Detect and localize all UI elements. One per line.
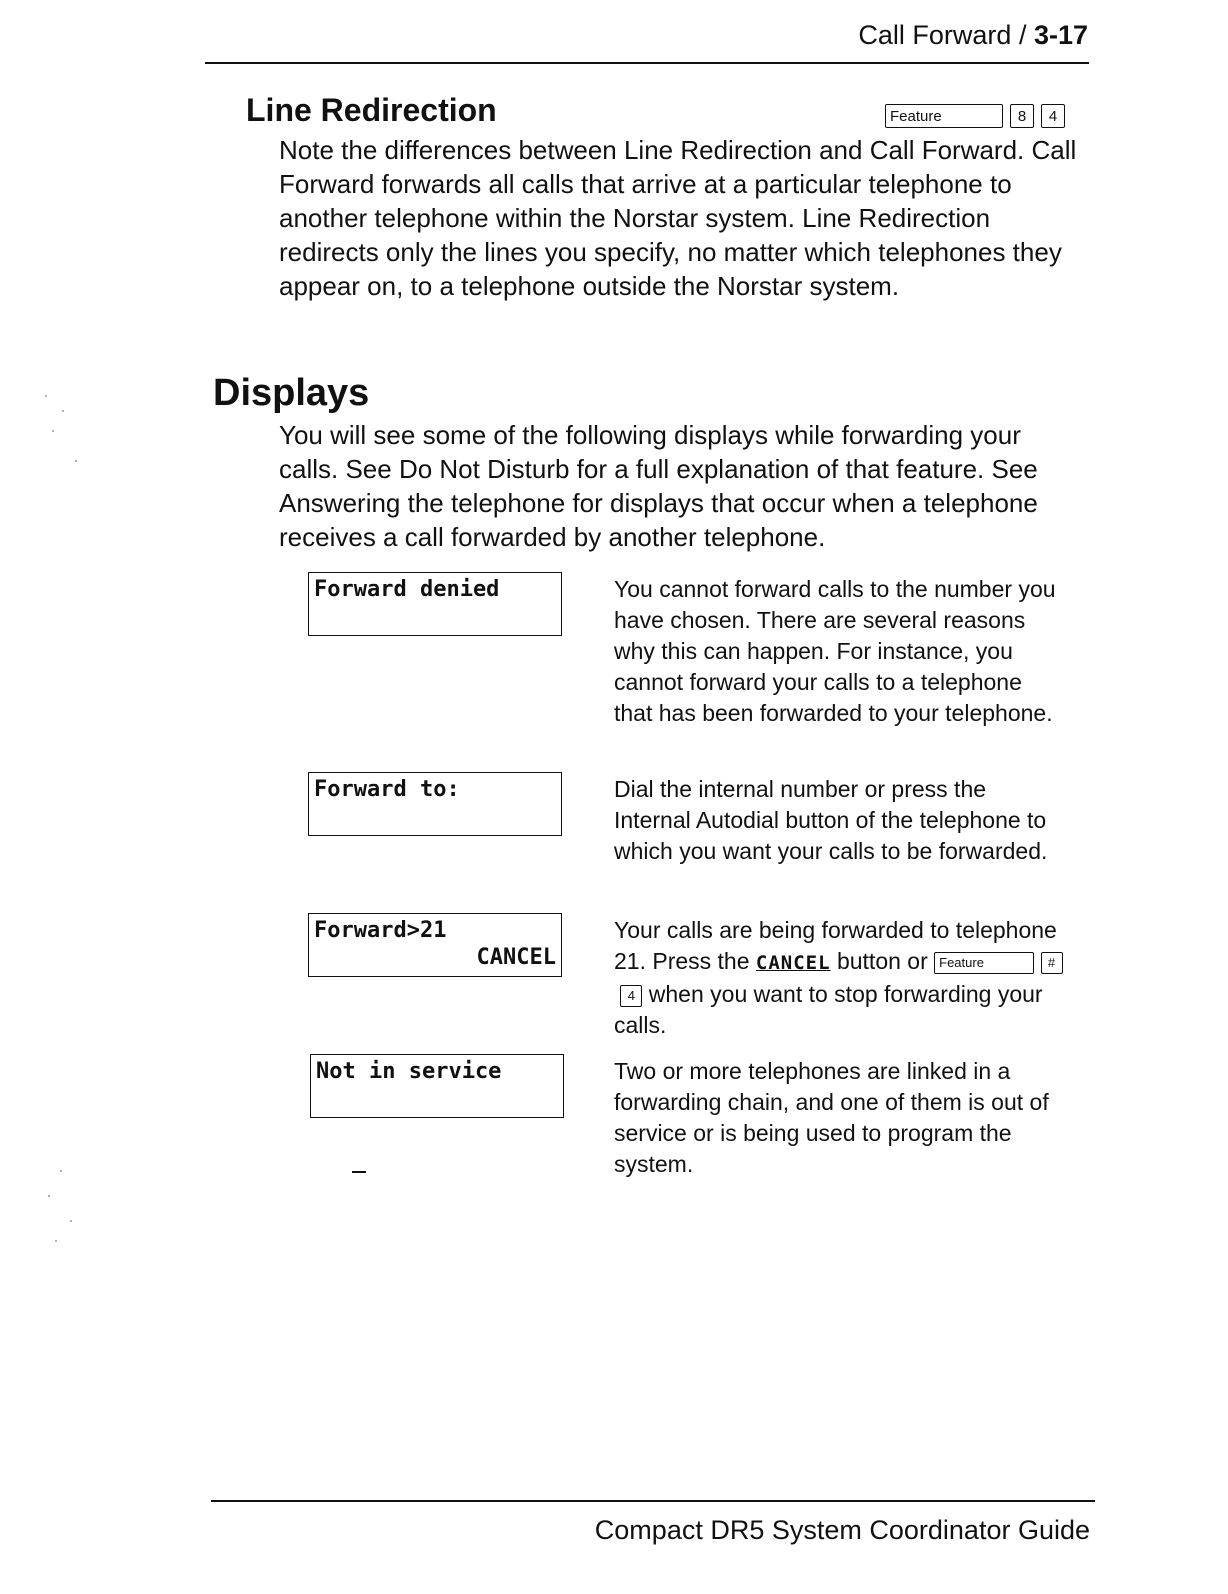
scan-speck bbox=[48, 1195, 50, 1197]
lcd-line-1: Not in service bbox=[316, 1059, 502, 1084]
lcd-line-1: Forward to: bbox=[314, 777, 460, 802]
display-description: Two or more telephones are linked in a forwarding chain, and one of them is out of service or is being used to program the system. bbox=[614, 1058, 1049, 1177]
scan-mark bbox=[352, 1171, 366, 1173]
lcd-display-forward-21 bbox=[308, 913, 562, 977]
desc-text: button or bbox=[830, 948, 935, 974]
desc-text: when you want to stop forwarding your calls. bbox=[614, 981, 1043, 1038]
digit-key-8: 8 bbox=[1010, 104, 1034, 128]
running-header bbox=[858, 20, 1088, 51]
lcd-cancel-softkey: CANCEL bbox=[476, 945, 556, 970]
header-section: Call Forward / bbox=[858, 20, 1034, 50]
lcd-display-forward-denied bbox=[308, 572, 562, 636]
lcd-line-1: Forward denied bbox=[314, 577, 500, 602]
pound-key: # bbox=[1041, 952, 1063, 974]
cancel-softkey-label: CANCEL bbox=[755, 952, 831, 974]
digit-key-4: 4 bbox=[620, 985, 642, 1007]
lcd-display-forward-to bbox=[308, 772, 562, 836]
lcd-line-1: Forward>21 bbox=[314, 918, 447, 943]
display-description bbox=[614, 915, 1064, 1041]
scan-speck bbox=[60, 1170, 62, 1172]
displays-intro: You will see some of the following displays while forwarding your calls. See Do Not Disturb for a full explanation of that feature. See Answering the telephone for displays that occur when a telephone receives a call forwarded by another telephone. bbox=[279, 420, 1038, 552]
scan-speck bbox=[62, 410, 64, 412]
header-rule bbox=[205, 62, 1089, 64]
feature-key: Feature bbox=[934, 952, 1034, 974]
footer-title: Compact DR5 System Coordinator Guide bbox=[594, 1515, 1090, 1545]
scan-speck bbox=[55, 1240, 57, 1242]
section-title-line-redirection: Line Redirection bbox=[246, 92, 497, 128]
scan-speck bbox=[75, 460, 77, 462]
scan-speck bbox=[52, 430, 54, 432]
display-description: Dial the internal number or press the Internal Autodial button of the telephone to which you want your calls to be forwarded. bbox=[614, 776, 1048, 864]
feature-key: Feature bbox=[885, 104, 1003, 128]
feature-code-keys bbox=[885, 104, 1065, 128]
display-description: You cannot forward calls to the number you have chosen. There are several reasons why this can happen. For instance, you cannot forward your calls to a telephone that has been forwarded to your telephone. bbox=[614, 576, 1056, 726]
header-page-number: 3-17 bbox=[1033, 20, 1088, 50]
section-title-displays: Displays bbox=[213, 372, 370, 414]
lcd-display-not-in-service bbox=[310, 1054, 564, 1118]
desc-text: Your calls are being forwarded to telephone 21. Press the bbox=[614, 917, 1057, 974]
scan-speck bbox=[70, 1220, 72, 1222]
scan-speck bbox=[45, 395, 47, 397]
digit-key-4: 4 bbox=[1041, 104, 1065, 128]
footer-rule bbox=[211, 1500, 1095, 1502]
line-redirection-body: Note the differences between Line Redirection and Call Forward. Call Forward forwards all calls that arrive at a particular telephone to another telephone within the Norstar system. Line Redirection redirects only the lines you specify, no matter which telephones they appear on, to a telephone outside the Norstar system. bbox=[279, 135, 1077, 301]
